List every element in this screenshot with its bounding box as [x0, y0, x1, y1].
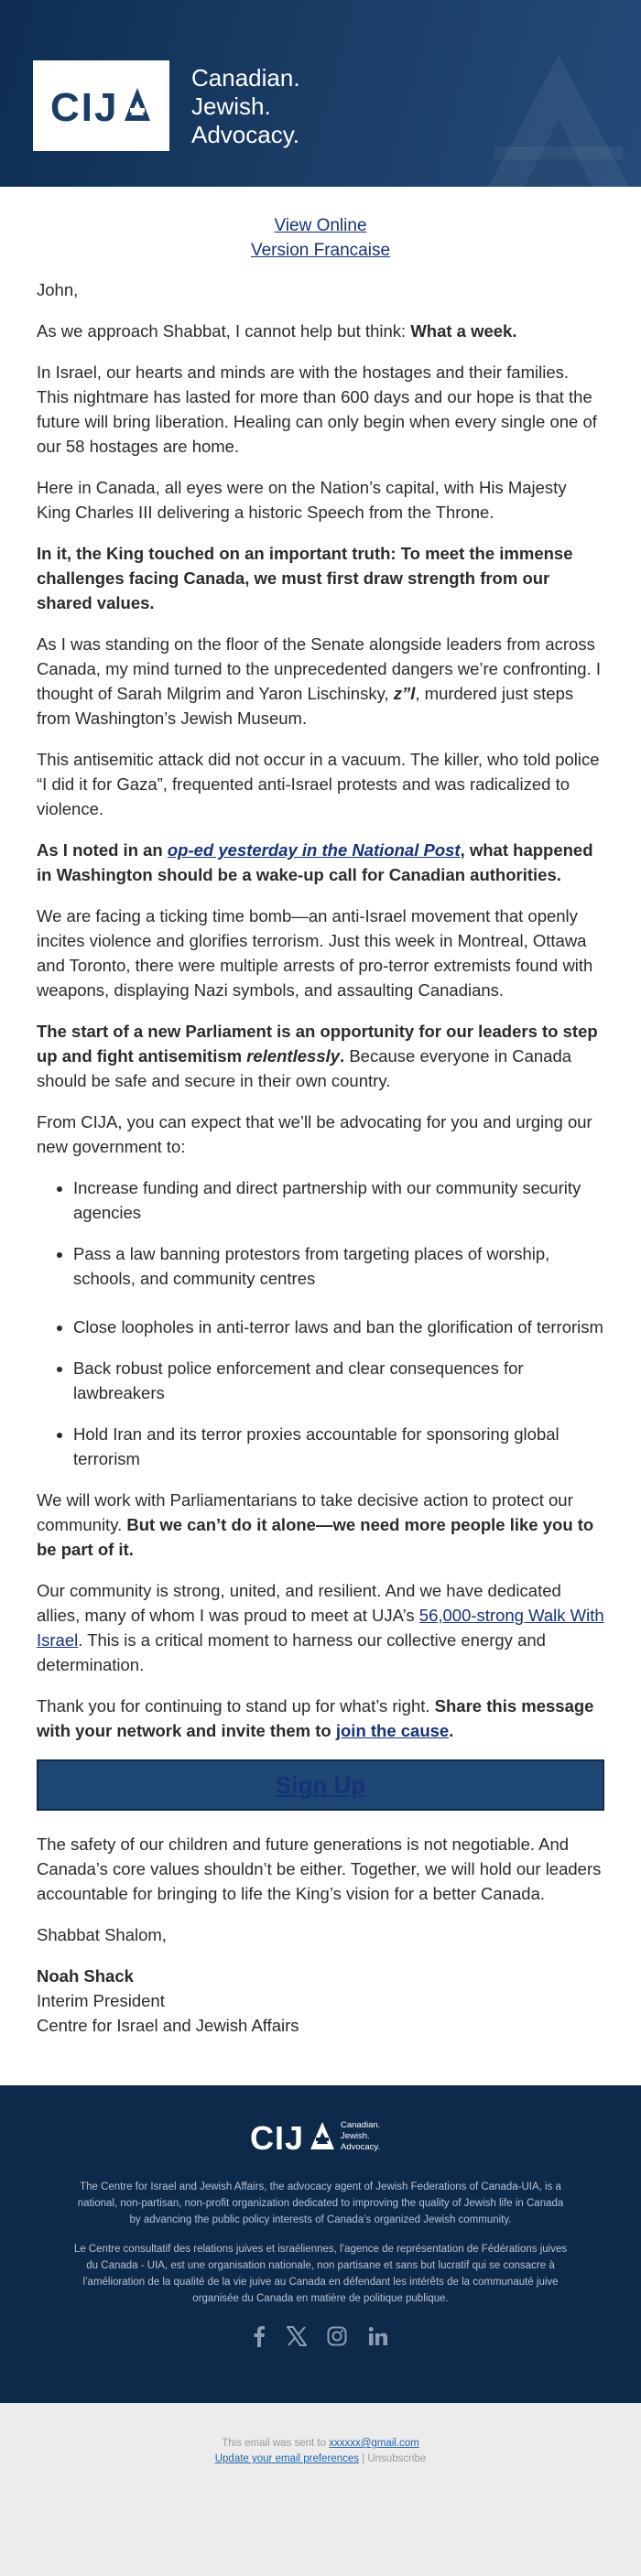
- instagram-icon[interactable]: [327, 2326, 347, 2351]
- footer-text-en: The Centre for Israel and Jewish Affairs, the advocacy agent of Jewish Federations of Canada-UIA, is a national, non-partisan, non-profit organization dedicated to improving the quality of Jewish life in Canada by advancing the public policy interests of Canada’s organized Jewish community.: [77, 2181, 564, 2225]
- version-francaise-link[interactable]: Version Francaise: [250, 241, 391, 260]
- list-item: • Close loopholes in anti-terror laws and ban the glorification of terrorism: [73, 1315, 604, 1339]
- paragraph: We will work with Parliamentarians to take decisive action to protect our community. But we can’t do it alone—we need more people like you to be part of it.: [37, 1490, 594, 1559]
- email-body: [37, 277, 604, 2038]
- advocacy-list: [37, 1175, 604, 1471]
- paragraph: The start of a new Parliament is an opportunity for our leaders to step up and fight antisemitism relentlessly. Because everyone in Canada should be safe and secure in their own country.: [37, 1022, 598, 1090]
- email-footer: [0, 2085, 641, 2403]
- x-twitter-icon[interactable]: [287, 2326, 307, 2351]
- top-links: [0, 213, 641, 263]
- list-item: • Pass a law banning protestors from targeting places of worship, schools, and community centres: [73, 1241, 604, 1291]
- paragraph: Our community is strong, united, and resilient. And we have dedicated allies, many of whom I was proud to meet at UJA’s 56,000-strong Walk With Israel. This is a critical moment to harness our collective energy and determination.: [37, 1581, 604, 1674]
- preferences-line: Update your email preferences | Unsubscribe: [214, 2453, 427, 2464]
- email-header: [0, 0, 641, 187]
- watermark-triangle-icon: [476, 55, 641, 187]
- footer-tagline: Canadian. Jewish. Advocacy.: [341, 2120, 381, 2152]
- svg-text:CIJ: CIJ: [50, 85, 119, 130]
- paragraph: Thank you for continuing to stand up for what’s right. Share this message with your network and invite them to join the cause.: [37, 1696, 594, 1740]
- op-ed-link[interactable]: op-ed yesterday in the National Post: [167, 840, 461, 860]
- cija-logo[interactable]: [33, 60, 169, 151]
- join-the-cause-link[interactable]: join the cause: [335, 1721, 450, 1740]
- cija-logo-mark: [33, 60, 169, 151]
- list-item: • Hold Iran and its terror proxies accountable for sponsoring global terrorism: [73, 1422, 604, 1471]
- paragraph: From CIJA, you can expect that we’ll be advocating for you and urging our new government to:: [37, 1112, 592, 1156]
- facebook-icon[interactable]: [253, 2325, 266, 2352]
- paragraph: We are facing a ticking time bomb—an anti-Israel movement that openly incites violence and glorifies terrorism. Just this week in Montreal, Ottawa and Toronto, there were multiple arrests of pro-terror extremists found with weapons, displaying Nazi symbols, and assaulting Canadians.: [37, 906, 593, 1000]
- footer-cija-logo[interactable]: [250, 2118, 338, 2155]
- paragraph: The safety of our children and future generations is not negotiable. And Canada’s core values shouldn’t be either. Together, we will hold our leaders accountable for bringing to life the King’s vision for a better Canada.: [37, 1835, 602, 1903]
- paragraph: As we approach Shabbat, I cannot help but think: What a week.: [37, 321, 517, 341]
- header-tagline: Canadian. Jewish. Advocacy.: [191, 64, 300, 148]
- view-online-link[interactable]: View Online: [274, 216, 367, 235]
- list-item: • Back robust police enforcement and clear consequences for lawbreakers: [73, 1356, 604, 1405]
- email-bottom: [0, 2403, 641, 2576]
- signature-org: Centre for Israel and Jewish Affairs: [37, 2016, 299, 2035]
- svg-text:CIJ: CIJ: [250, 2119, 305, 2155]
- signature-title: Interim President: [37, 1991, 165, 2010]
- update-preferences-link[interactable]: Update your email preferences: [214, 2453, 359, 2464]
- unsubscribe-link[interactable]: Unsubscribe: [367, 2453, 427, 2464]
- signature-name: Noah Shack: [37, 1966, 134, 1986]
- sign-up-button[interactable]: Sign Up: [37, 1759, 604, 1811]
- signature: [37, 1964, 604, 2038]
- greeting: John,: [37, 280, 79, 299]
- walk-with-israel-link[interactable]: 56,000-strong Walk With Israel: [37, 1606, 604, 1650]
- paragraph: In it, the King touched on an important truth: To meet the immense challenges facing Canada, we must first draw strength from our shared values.: [37, 544, 573, 612]
- footer-text-fr: Le Centre consultatif des relations juives et israéliennes, l’agence de représentation de Fédérations juives du Canada - UIA, est une organisation nationale, non partisane et sans but lucratif qui se consacre à l’amélioration de la qualité de la vie juive au Canada en défendant les intérêts de la communauté juive organisée du Canada en matière de politique publique.: [73, 2244, 568, 2304]
- closing: Shabbat Shalom,: [37, 1925, 167, 1944]
- paragraph: As I noted in an op-ed yesterday in the National Post, what happened in Washington should be a wake-up call for Canadian authorities.: [37, 840, 593, 884]
- recipient-email-link[interactable]: xxxxxx@gmail.com: [329, 2438, 419, 2449]
- list-item: • Increase funding and direct partnership with our community security agencies: [73, 1175, 604, 1225]
- paragraph: As I was standing on the floor of the Senate alongside leaders from across Canada, my mind turned to the unprecedented dangers we’re confronting. I thought of Sarah Milgrim and Yaron Lischinsky, z”l, murdered just steps from Washington’s Jewish Museum.: [37, 634, 602, 728]
- paragraph: In Israel, our hearts and minds are with the hostages and their families. This nightmare has lasted for more than 600 days and our hope is that the future will bring liberation. Healing can only begin when every single one of our 58 hostages are home.: [37, 363, 597, 456]
- linkedin-icon[interactable]: [368, 2326, 388, 2351]
- paragraph: This antisemitic attack did not occur in a vacuum. The killer, who told police “I did it for Gaza”, frequented anti-Israel protests and was radicalized to violence.: [37, 750, 600, 818]
- social-links: [0, 2325, 641, 2352]
- paragraph: Here in Canada, all eyes were on the Nation’s capital, with His Majesty King Charles III delivering a historic Speech from the Throne.: [37, 478, 567, 522]
- sent-to-line: This email was sent to xxxxxx@gmail.com: [222, 2438, 419, 2449]
